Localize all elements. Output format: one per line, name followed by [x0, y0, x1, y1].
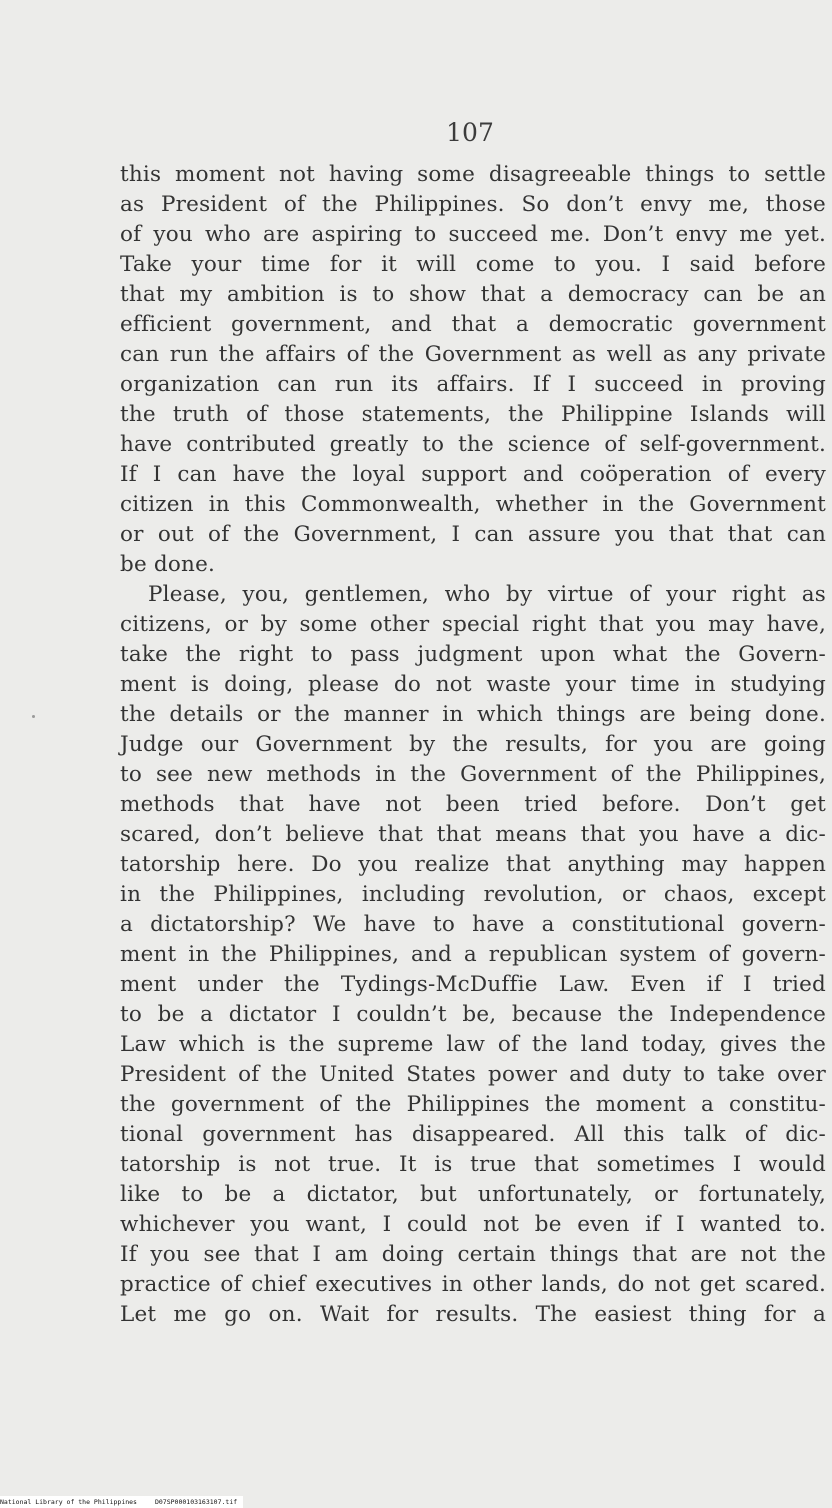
text-line: or out of the Government, I can assure you that that can: [120, 522, 826, 547]
text-line: ment in the Philippines, and a republican system of govern-: [120, 942, 826, 967]
text-line: citizens, or by some other special right that you may have,: [120, 612, 826, 637]
text-line: tatorship is not true. It is true that sometimes I would: [120, 1152, 826, 1177]
text-line: the government of the Philippines the moment a constitu-: [120, 1092, 826, 1117]
text-line: can run the affairs of the Government as well as any private: [120, 342, 826, 367]
scan-speck: [32, 715, 35, 718]
paragraph: [120, 160, 826, 580]
text-line: scared, don’t believe that that means that you have a dic-: [120, 822, 826, 847]
footer-file-name: D07SP000103163107.tif: [154, 1498, 238, 1506]
text-line: ment under the Tydings-McDuffie Law. Even if I tried: [120, 972, 826, 997]
text-line: Judge our Government by the results, for you are going: [120, 732, 826, 757]
text-line: whichever you want, I could not be even if I wanted to.: [120, 1212, 826, 1237]
text-line: the details or the manner in which things are being done.: [120, 702, 826, 727]
text-line: in the Philippines, including revolution, or chaos, except: [120, 882, 826, 907]
text-line: If you see that I am doing certain things that are not the: [120, 1242, 826, 1267]
text-line: as President of the Philippines. So don’t envy me, those: [120, 192, 826, 217]
text-line: tional government has disappeared. All this talk of dic-: [120, 1122, 826, 1147]
scan-footer: [0, 1496, 243, 1508]
text-line: of you who are aspiring to succeed me. Don’t envy me yet.: [120, 222, 826, 247]
paragraph: [120, 580, 826, 1330]
text-line: have contributed greatly to the science of self-government.: [120, 432, 826, 457]
footer-institution: National Library of the Philippines: [0, 1498, 137, 1506]
text-line: If I can have the loyal support and coöperation of every: [120, 462, 826, 487]
text-line: methods that have not been tried before. Don’t get: [120, 792, 826, 817]
text-line: efficient government, and that a democratic government: [120, 312, 826, 337]
text-line: practice of chief executives in other lands, do not get scared.: [120, 1272, 826, 1297]
text-line: ment is doing, please do not waste your time in studying: [120, 672, 826, 697]
text-line: Take your time for it will come to you. I said before: [120, 252, 826, 277]
text-line: tatorship here. Do you realize that anything may happen: [120, 852, 826, 877]
text-line: organization can run its affairs. If I succeed in proving: [120, 372, 826, 397]
text-line: be done.: [120, 552, 216, 577]
text-line: Please, you, gentlemen, who by virtue of your right as: [148, 582, 826, 607]
text-line: like to be a dictator, but unfortunately, or fortunately,: [120, 1182, 826, 1207]
text-line: President of the United States power and duty to take over: [120, 1062, 826, 1087]
text-line: take the right to pass judgment upon what the Govern-: [120, 642, 826, 667]
text-line: Law which is the supreme law of the land today, gives the: [120, 1032, 826, 1057]
text-line: the truth of those statements, the Philippine Islands will: [120, 402, 826, 427]
text-line: to be a dictator I couldn’t be, because the Independence: [120, 1002, 826, 1027]
text-line: a dictatorship? We have to have a constitutional govern-: [120, 912, 826, 937]
text-line: citizen in this Commonwealth, whether in the Government: [120, 492, 826, 517]
page-number: 107: [446, 118, 494, 147]
text-line: Let me go on. Wait for results. The easiest thing for a: [120, 1302, 826, 1327]
body-text: [120, 160, 826, 1330]
text-line: this moment not having some disagreeable things to settle: [120, 162, 826, 187]
text-line: to see new methods in the Government of the Philippines,: [120, 762, 826, 787]
text-line: that my ambition is to show that a democracy can be an: [120, 282, 826, 307]
